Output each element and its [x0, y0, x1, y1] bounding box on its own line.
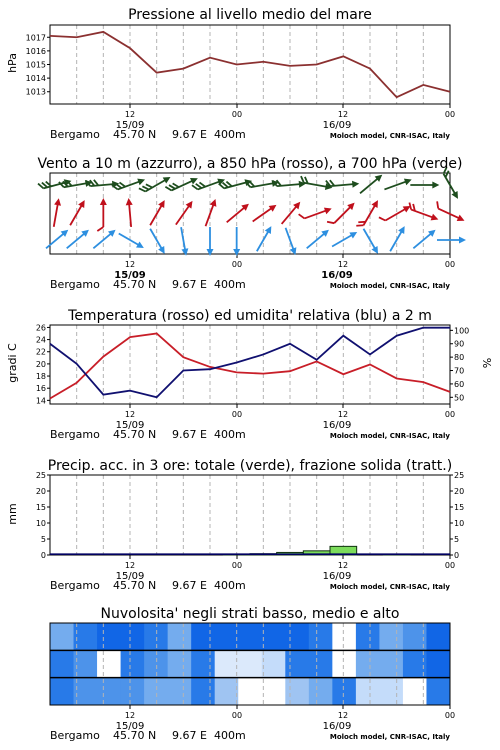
title-temperature: Temperatura (rosso) ed umidita' relativa (blu) a 2 m: [68, 308, 432, 324]
wind-arrow-850hPa: [406, 203, 440, 223]
date-label: 15/09: [114, 270, 146, 281]
wind-arrow-850hPa: [299, 203, 333, 223]
wind-barb: [435, 201, 441, 208]
model-credit: Moloch model, CNR-ISAC, Italy: [329, 583, 450, 591]
cloud-cell-basso: [168, 678, 192, 706]
wind-head: [137, 176, 146, 185]
cloud-cell-medio: [238, 650, 262, 678]
date-label: 15/09: [115, 120, 145, 131]
wind-head: [163, 174, 173, 184]
y-tick-label: 1014: [25, 74, 46, 84]
wind-head: [457, 215, 466, 224]
wind-barb: [379, 215, 385, 222]
date-label: 15/09: [115, 420, 145, 431]
wind-arrow-700hPa: [358, 172, 385, 196]
x-tick-label: 00: [231, 260, 243, 269]
location-alt: 400m: [214, 128, 246, 141]
y-tick-label: 25: [35, 471, 46, 480]
wind-arrow-10m: [330, 229, 359, 250]
cloud-cell-medio: [168, 650, 192, 678]
location-alt: 400m: [214, 428, 246, 441]
pressure-line: [50, 32, 450, 97]
model-credit: Moloch model, CNR-ISAC, Italy: [329, 432, 450, 440]
cloud-cell-basso: [50, 678, 74, 706]
wind-head: [371, 198, 381, 208]
cloud-cell-medio: [121, 650, 145, 678]
cloud-cell-alto: [191, 623, 215, 651]
cloud-cell-alto: [379, 623, 403, 651]
wind-arrow-850hPa: [279, 199, 303, 226]
wind-head: [233, 249, 240, 256]
y-tick-label-right: 50: [454, 393, 465, 403]
title-wind: Vento a 10 m (azzurro), a 850 hPa (rosso), a 700 hPa (verde): [37, 156, 463, 172]
ylabel-pressure: hPa: [6, 53, 19, 73]
cloud-cell-medio: [50, 650, 74, 678]
cloud-cell-basso: [97, 678, 121, 706]
wind-head: [78, 198, 88, 208]
cloud-cell-alto: [50, 623, 74, 651]
cloud-cell-basso: [121, 678, 145, 706]
y-tick-label: 5: [40, 535, 46, 544]
wind-arrow-700hPa: [410, 182, 439, 189]
cloud-cell-medio: [191, 650, 215, 678]
wind-head: [190, 175, 199, 184]
x-tick-label: 00: [231, 410, 243, 419]
wind-arrow-850hPa: [224, 201, 251, 225]
cloud-cell-medio: [426, 650, 450, 678]
y-tick-label: 18: [35, 372, 46, 382]
cloud-cell-alto: [285, 623, 309, 651]
cloud-cell-basso: [191, 678, 215, 706]
wind-arrow-700hPa: [112, 174, 146, 194]
date-label: 16/09: [322, 571, 352, 582]
location-name: Bergamo: [50, 579, 100, 592]
y-tick-label: 14: [35, 396, 46, 406]
wind-arrow-700hPa: [139, 172, 172, 197]
date-label: 16/09: [322, 721, 352, 732]
y-tick-label-right: 25: [454, 471, 465, 480]
y-tick-label: 20: [35, 487, 46, 496]
x-tick-label: 12: [337, 110, 349, 119]
wind-arrow-10m: [147, 227, 168, 256]
location-name: Bergamo: [50, 278, 100, 291]
wind-head: [181, 248, 189, 256]
x-tick-label: 12: [337, 561, 349, 570]
y-tick-label: 24: [35, 335, 46, 345]
title-clouds: Nuvolosita' negli strati basso, medio e alto: [100, 606, 400, 622]
ylabel-precipitation: mm: [6, 503, 19, 525]
cloud-cell-basso: [285, 678, 309, 706]
wind-arrow-10m: [411, 227, 438, 251]
wind-arrow-850hPa: [327, 198, 357, 228]
wind-head: [432, 182, 439, 189]
wind-barb: [356, 222, 363, 228]
wind-arrow-850hPa: [125, 198, 135, 227]
cloud-cell-alto: [332, 623, 356, 651]
cloud-cell-medio: [262, 650, 286, 678]
wind-head: [125, 198, 133, 206]
wind-arrow-850hPa: [173, 199, 195, 227]
location-lat: 45.70 N: [113, 729, 157, 742]
cloud-cell-medio: [309, 650, 333, 678]
wind-head: [431, 214, 440, 223]
title-precipitation: Precip. acc. in 3 ore: totale (verde), frazione solida (tratt.): [47, 458, 453, 474]
y-tick-label-right: 70: [454, 366, 465, 376]
y-tick-label: 16: [35, 384, 46, 394]
wind-head: [136, 241, 146, 251]
wind-arrow-700hPa: [438, 167, 463, 200]
y-tick-label: 15: [35, 503, 46, 512]
y-tick-label: 26: [35, 323, 46, 333]
cloud-cell-basso: [309, 678, 333, 706]
cloud-cell-alto: [356, 623, 380, 651]
y-tick-label: 1013: [25, 87, 46, 97]
wind-head: [210, 198, 219, 207]
y-tick-label-right: 90: [454, 339, 465, 349]
cloud-cell-basso: [262, 678, 286, 706]
wind-head: [265, 224, 275, 234]
wind-arrow-700hPa: [192, 174, 226, 194]
wind-arrow-10m: [282, 227, 298, 257]
wind-arrow-850hPa: [202, 198, 218, 228]
x-tick-label: 12: [124, 260, 136, 269]
wind-head: [100, 198, 107, 205]
cloud-cell-basso: [332, 678, 356, 706]
y-tick-label: 20: [35, 359, 46, 369]
plot-frame-3: [50, 475, 450, 555]
location-name: Bergamo: [50, 428, 100, 441]
cloud-cell-basso: [144, 678, 168, 706]
y-tick-label: 1016: [25, 46, 46, 56]
wind-arrow-700hPa: [383, 176, 413, 192]
cloud-cell-alto: [262, 623, 286, 651]
series-line-Temperatura: [50, 334, 450, 399]
title-pressure: Pressione al livello medio del mare: [128, 7, 372, 23]
cloud-cell-basso: [379, 678, 403, 706]
cloud-cell-alto: [144, 623, 168, 651]
x-tick-label: 12: [337, 260, 349, 269]
wind-head: [290, 247, 299, 256]
wind-head: [352, 180, 360, 188]
ylabel-temperature: gradi C: [6, 343, 19, 383]
y-tick-label-right: 60: [454, 379, 465, 389]
location-lat: 45.70 N: [113, 579, 157, 592]
location-lon: 9.67 E: [172, 579, 207, 592]
wind-arrow-700hPa: [38, 175, 72, 193]
ylabel-humidity: %: [481, 357, 494, 369]
x-tick-label: 00: [231, 711, 243, 720]
x-tick-label: 12: [124, 410, 136, 419]
cloud-cell-basso: [238, 678, 262, 706]
location-lon: 9.67 E: [172, 428, 207, 441]
plot-frame-2: [50, 325, 450, 404]
x-tick-label: 00: [231, 110, 243, 119]
location-alt: 400m: [214, 729, 246, 742]
y-tick-label: 1017: [25, 33, 46, 43]
location-lon: 9.67 E: [172, 278, 207, 291]
location-name: Bergamo: [50, 729, 100, 742]
location-alt: 400m: [214, 278, 246, 291]
x-tick-label: 00: [444, 260, 456, 269]
wind-arrow-10m: [64, 227, 91, 251]
wind-head: [54, 198, 62, 206]
x-tick-label: 12: [337, 410, 349, 419]
model-credit: Moloch model, CNR-ISAC, Italy: [329, 132, 450, 140]
x-tick-label: 00: [444, 410, 456, 419]
cloud-cell-basso: [356, 678, 380, 706]
wind-head: [459, 237, 466, 244]
location-lon: 9.67 E: [172, 729, 207, 742]
wind-arrow-850hPa: [147, 198, 168, 227]
wind-head: [158, 198, 168, 208]
wind-head: [404, 176, 413, 185]
wind-arrow-10m: [91, 227, 118, 251]
cloud-cell-basso: [426, 678, 450, 706]
cloud-cell-basso: [215, 678, 239, 706]
x-tick-label: 12: [124, 110, 136, 119]
wind-arrow-10m: [117, 230, 146, 251]
wind-head: [324, 205, 333, 214]
x-tick-label: 00: [444, 711, 456, 720]
wind-arrow-850hPa: [379, 201, 412, 226]
cloud-cell-medio: [215, 650, 239, 678]
x-tick-label: 00: [444, 561, 456, 570]
y-tick-label-right: 5: [454, 535, 460, 544]
wind-arrow-700hPa: [165, 173, 199, 196]
x-tick-label: 00: [231, 561, 243, 570]
wind-arrow-700hPa: [273, 178, 307, 190]
y-tick-label: 22: [35, 347, 46, 357]
cloud-cell-medio: [356, 650, 380, 678]
wind-arrow-10m: [360, 227, 381, 256]
y-tick-label: 10: [35, 519, 46, 528]
wind-arrow-850hPa: [67, 198, 88, 227]
cloud-cell-medio: [332, 650, 356, 678]
cloud-cell-medio: [379, 650, 403, 678]
location-lat: 45.70 N: [113, 428, 157, 441]
wind-barb: [299, 213, 305, 220]
wind-arrow-850hPa: [97, 198, 107, 231]
date-label: 16/09: [321, 270, 353, 281]
x-tick-label: 00: [444, 110, 456, 119]
wind-arrow-850hPa: [251, 202, 279, 224]
cloud-cell-medio: [97, 650, 121, 678]
wind-head: [451, 191, 461, 201]
location-name: Bergamo: [50, 128, 100, 141]
wind-arrow-10m: [233, 227, 240, 256]
cloud-cell-alto: [215, 623, 239, 651]
cloud-cell-alto: [168, 623, 192, 651]
y-tick-label-right: 10: [454, 519, 465, 528]
x-tick-label: 12: [124, 561, 136, 570]
location-lon: 9.67 E: [172, 128, 207, 141]
y-tick-label: 1015: [25, 60, 46, 70]
wind-arrow-10m: [254, 224, 275, 253]
cloud-cell-alto: [238, 623, 262, 651]
y-tick-label-right: 0: [454, 551, 460, 560]
wind-arrow-850hPa: [50, 198, 62, 228]
y-tick-label-right: 20: [454, 487, 465, 496]
y-tick-label: 0: [40, 551, 46, 560]
x-tick-label: 12: [337, 711, 349, 720]
wind-arrow-850hPa: [356, 197, 381, 230]
date-label: 16/09: [322, 120, 352, 131]
cloud-cell-alto: [97, 623, 121, 651]
location-lat: 45.70 N: [113, 278, 157, 291]
cloud-cell-medio: [285, 650, 309, 678]
cloud-cell-alto: [309, 623, 333, 651]
date-label: 16/09: [322, 420, 352, 431]
y-tick-label-right: 15: [454, 503, 465, 512]
date-label: 15/09: [115, 571, 145, 582]
y-tick-label-right: 80: [454, 353, 465, 363]
wind-head: [398, 224, 408, 234]
wind-arrow-10m: [207, 227, 214, 256]
x-tick-label: 12: [124, 711, 136, 720]
y-tick-label-right: 100: [454, 326, 470, 336]
wind-arrow-10m: [304, 227, 331, 251]
wind-head: [207, 249, 214, 256]
cloud-cell-medio: [144, 650, 168, 678]
series-line-Umidita': [50, 328, 450, 398]
wind-arrow-10m: [387, 224, 408, 253]
wind-arrow-10m: [437, 237, 466, 244]
wind-barb: [327, 219, 334, 226]
location-lat: 45.70 N: [113, 128, 157, 141]
location-alt: 400m: [214, 579, 246, 592]
date-label: 15/09: [115, 721, 145, 732]
model-credit: Moloch model, CNR-ISAC, Italy: [329, 733, 450, 741]
wind-head: [349, 229, 359, 239]
cloud-cell-alto: [121, 623, 145, 651]
wind-barb: [97, 227, 103, 231]
model-credit: Moloch model, CNR-ISAC, Italy: [329, 282, 450, 290]
cloud-cell-alto: [426, 623, 450, 651]
